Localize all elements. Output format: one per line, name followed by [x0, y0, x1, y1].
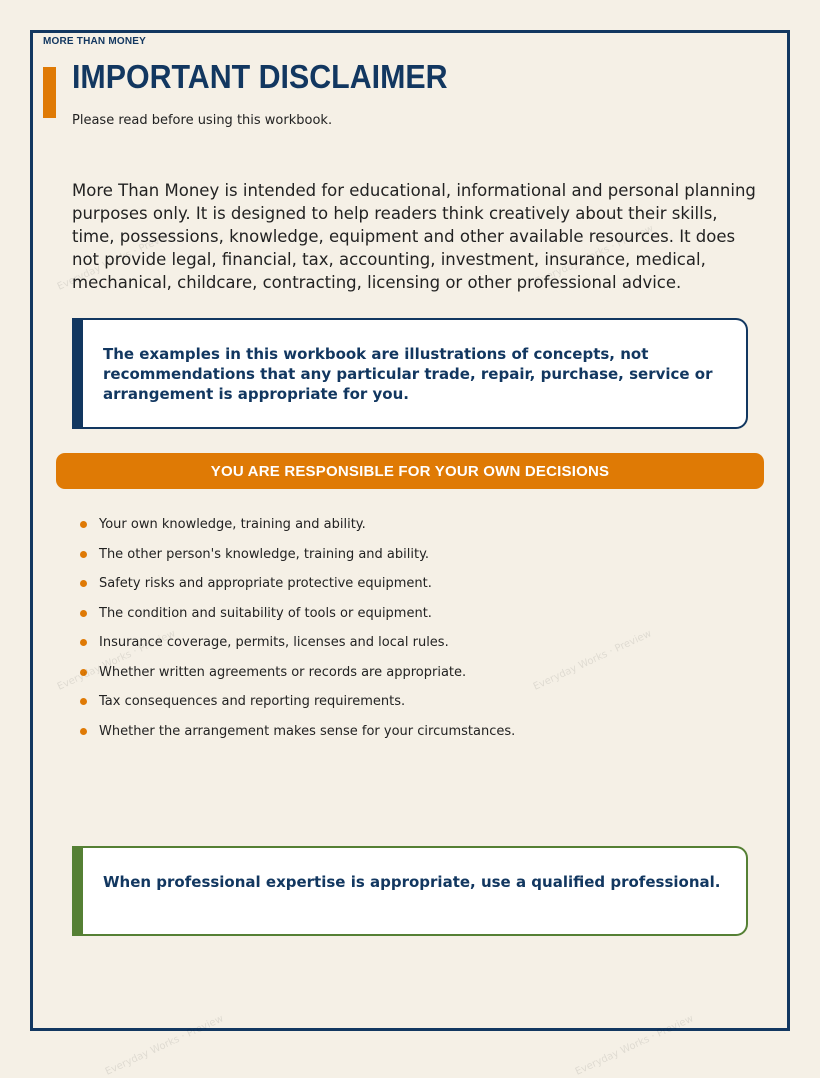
list-item — [78, 574, 515, 604]
watermark-text: Everyday Works · Preview — [573, 1013, 696, 1078]
list-item-text: The condition and suitability of tools or equipment. — [99, 605, 432, 621]
bullet-dot-icon — [80, 728, 87, 735]
examples-callout-text: The examples in this workbook are illustrations of concepts, not recommendations that any particular trade, repair, purchase, service or arrangement is appropriate for you. — [103, 345, 713, 403]
watermark-text: Everyday Works · Preview — [533, 223, 656, 288]
list-item — [78, 604, 515, 634]
intro-paragraph: More Than Money is intended for educational, informational and personal planning purposes only. It is designed to help readers think creatively about their skills, time, possessions, knowledge, equipment and other available resources. It does not provide legal, financial, tax, accounting, investment, insurance, medical, mechanical, childcare, contracting, licensing or other professional advice. — [72, 181, 756, 292]
list-item-text: Whether the arrangement makes sense for your circumstances. — [99, 723, 516, 739]
responsibility-list — [78, 515, 515, 751]
brand-label: MORE THAN MONEY — [43, 36, 146, 47]
list-item-text: Insurance coverage, permits, licenses and local rules. — [99, 635, 449, 650]
list-item — [78, 663, 515, 693]
list-item — [78, 515, 515, 545]
responsibility-banner — [56, 453, 764, 489]
page-title: IMPORTANT DISCLAIMER — [72, 58, 448, 95]
list-item — [78, 722, 515, 752]
bullet-dot-icon — [80, 580, 87, 587]
professional-callout — [72, 846, 748, 936]
bullet-dot-icon — [80, 521, 87, 528]
watermark-text: Everyday Works · Preview — [531, 628, 654, 693]
professional-callout-text: When professional expertise is appropriate, use a qualified professional. — [103, 873, 721, 891]
watermark-text: Everyday Works · Preview — [55, 628, 178, 693]
bullet-dot-icon — [80, 698, 87, 705]
bullet-dot-icon — [80, 669, 87, 676]
watermark-text: Everyday Works · Preview — [103, 1013, 226, 1078]
list-item — [78, 545, 515, 575]
bullet-dot-icon — [80, 610, 87, 617]
examples-callout — [72, 318, 748, 429]
bullet-dot-icon — [80, 639, 87, 646]
list-item-text: Tax consequences and reporting requirements. — [99, 694, 406, 709]
list-item-text: Safety risks and appropriate protective equipment. — [99, 576, 432, 591]
bullet-dot-icon — [80, 551, 87, 558]
page-subtitle: Please read before using this workbook. — [72, 113, 333, 128]
list-item — [78, 692, 515, 722]
list-item-text: The other person's knowledge, training and ability. — [99, 546, 430, 562]
watermark-text: Everyday Works · Preview — [55, 228, 178, 293]
list-item — [78, 633, 515, 663]
list-item-text: Whether written agreements or records are appropriate. — [99, 664, 467, 680]
list-item-text: Your own knowledge, training and ability. — [99, 517, 366, 532]
title-accent-bar — [43, 67, 56, 118]
responsibility-heading: YOU ARE RESPONSIBLE FOR YOUR OWN DECISIONS — [210, 462, 610, 480]
